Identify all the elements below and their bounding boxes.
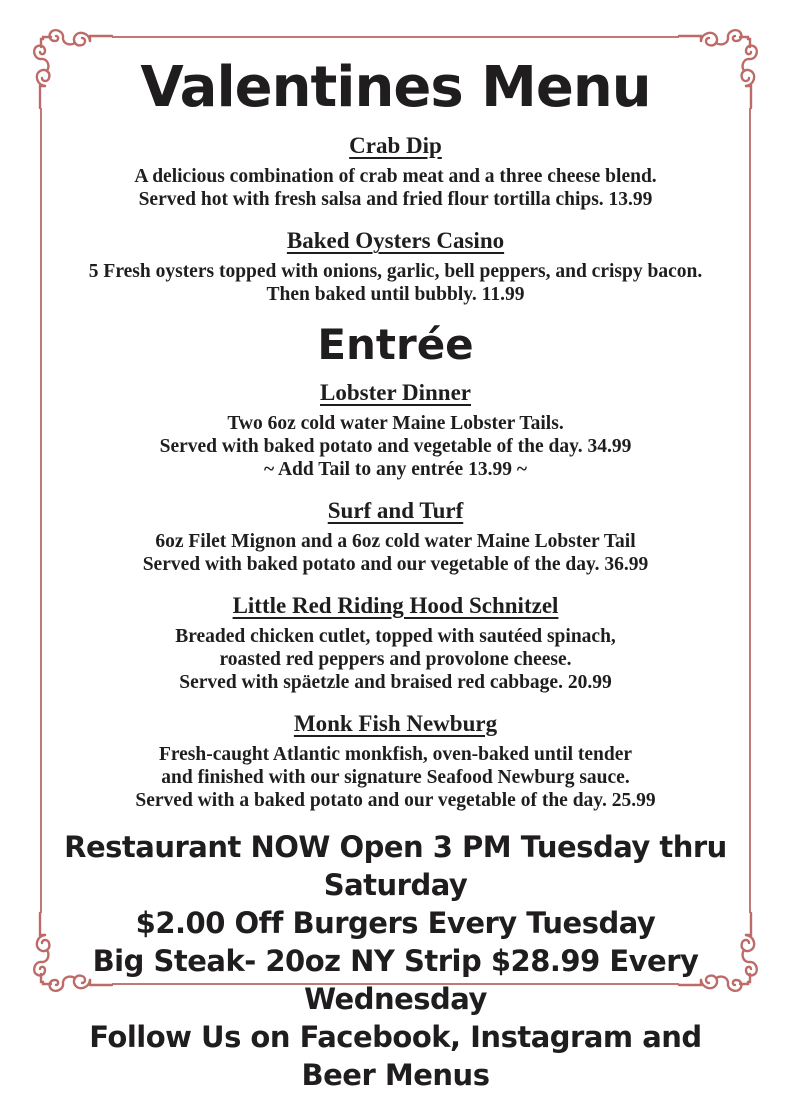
item-desc-line: Then baked until bubbly. 11.99 <box>266 284 525 306</box>
menu-item-crab-dip <box>60 132 731 211</box>
announcement-line: Big Steak- 20oz NY Strip $28.99 Every Wednesday <box>92 943 699 1016</box>
item-desc-line: 5 Fresh oysters topped with onions, garlic, bell peppers, and crispy bacon. <box>88 261 703 283</box>
frame-border-left <box>40 108 42 913</box>
item-desc-line: A delicious combination of crab meat and a three cheese blend. <box>134 166 657 188</box>
menu-item-little-red-riding-hood-schnitzel <box>60 592 731 694</box>
item-desc-line: Served with a baked potato and our vegetable of the day. 25.99 <box>135 789 656 811</box>
item-desc-line: Two 6oz cold water Maine Lobster Tails. <box>227 412 564 434</box>
announcement-line: $2.00 Off Burgers Every Tuesday <box>135 905 656 940</box>
menu-item-baked-oysters-casino <box>60 227 731 306</box>
item-name: Little Red Riding Hood Schnitzel <box>232 592 559 618</box>
item-desc-line: Served with baked potato and vegetable of the day. 34.99 <box>159 435 632 457</box>
item-desc-line: Breaded chicken cutlet, topped with sautéed spinach, <box>175 625 616 647</box>
item-name: Surf and Turf <box>327 497 464 523</box>
item-desc-line: Served with späetzle and braised red cabbage. 20.99 <box>179 671 612 693</box>
item-desc-line: Fresh-caught Atlantic monkfish, oven-baked until tender <box>158 743 633 765</box>
item-desc-line: Served with baked potato and our vegetable of the day. 36.99 <box>142 553 649 575</box>
item-name: Crab Dip <box>349 133 442 159</box>
item-desc-line: Served hot with fresh salsa and fried flour tortilla chips. 13.99 <box>138 189 653 211</box>
item-desc-line: 6oz Filet Mignon and a 6oz cold water Maine Lobster Tail <box>155 530 636 552</box>
item-name: Lobster Dinner <box>320 379 471 405</box>
page-title: Valentines Menu <box>140 55 651 120</box>
announcement-line: Follow Us on Facebook, Instagram and Beer Menus <box>89 1019 702 1092</box>
section-heading-entree: Entrée <box>317 320 474 370</box>
item-desc-line: ~ Add Tail to any entrée 13.99 ~ <box>264 458 527 480</box>
item-desc-line: and finished with our signature Seafood Newburg sauce. <box>161 766 630 788</box>
menu-item-monk-fish-newburg <box>60 710 731 812</box>
announcement-line: Restaurant NOW Open 3 PM Tuesday thru Saturday <box>64 829 727 902</box>
menu-item-surf-and-turf <box>60 497 731 576</box>
item-name: Baked Oysters Casino <box>286 228 505 254</box>
menu-item-lobster-dinner <box>60 379 731 481</box>
item-desc-line: roasted red peppers and provolone cheese. <box>219 648 572 670</box>
frame-border-right <box>749 108 751 913</box>
frame-border-top <box>112 36 679 38</box>
item-name: Monk Fish Newburg <box>293 710 498 736</box>
menu-content <box>60 40 731 1092</box>
announcements <box>60 828 731 1094</box>
